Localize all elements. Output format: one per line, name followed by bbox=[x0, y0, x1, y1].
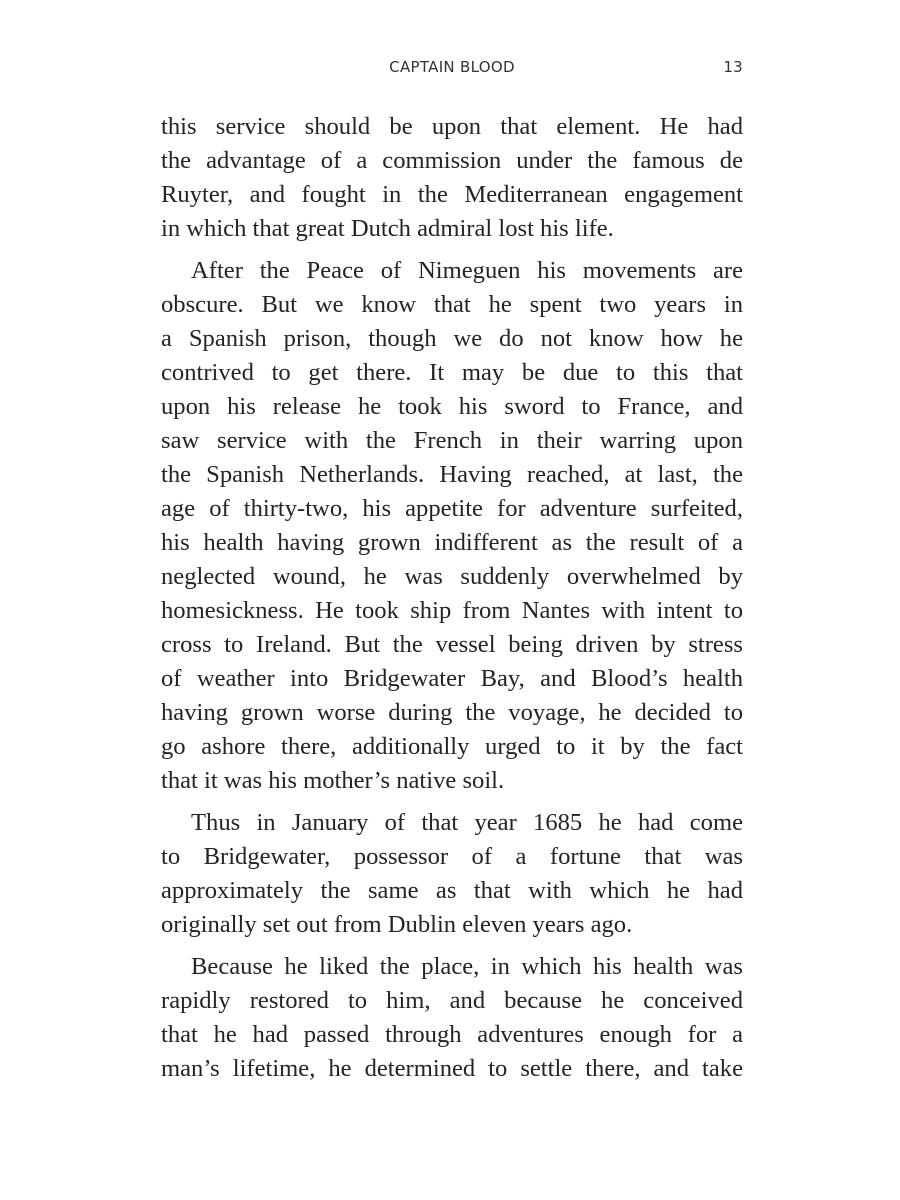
text-line: man’s lifetime, he determined to settle there, and take bbox=[161, 1055, 743, 1082]
text-line: contrived to get there. It may be due to this that bbox=[161, 359, 743, 386]
text-line: the Spanish Netherlands. Having reached, at last, the bbox=[161, 461, 743, 488]
text-line: saw service with the French in their warring upon bbox=[161, 427, 743, 454]
text-line: Thus in January of that year 1685 he had come bbox=[191, 809, 743, 836]
text-line: of weather into Bridgewater Bay, and Blood’s health bbox=[161, 665, 743, 692]
text-line: rapidly restored to him, and because he conceived bbox=[161, 987, 743, 1014]
text-line: to Bridgewater, possessor of a fortune that was bbox=[161, 843, 743, 870]
text-line: obscure. But we know that he spent two years in bbox=[161, 291, 743, 318]
text-line: the advantage of a commission under the famous de bbox=[161, 147, 743, 174]
paragraph bbox=[161, 806, 743, 942]
page-number: 13 bbox=[723, 58, 743, 76]
paragraph bbox=[161, 254, 743, 798]
paragraph bbox=[161, 110, 743, 246]
paragraph bbox=[161, 950, 743, 1086]
text-line: that he had passed through adventures enough for a bbox=[161, 1021, 743, 1048]
text-line: having grown worse during the voyage, he decided to bbox=[161, 699, 743, 726]
text-line: originally set out from Dublin eleven years ago. bbox=[161, 911, 633, 938]
text-line: cross to Ireland. But the vessel being driven by stress bbox=[161, 631, 743, 658]
text-line: homesickness. He took ship from Nantes with intent to bbox=[161, 597, 743, 624]
text-line: age of thirty-two, his appetite for adventure surfeited, bbox=[161, 495, 743, 522]
text-line: his health having grown indifferent as the result of a bbox=[161, 529, 743, 556]
body-text bbox=[161, 110, 743, 1094]
running-title: CAPTAIN BLOOD bbox=[389, 58, 515, 76]
text-line: upon his release he took his sword to France, and bbox=[161, 393, 743, 420]
text-line: that it was his mother’s native soil. bbox=[161, 767, 505, 794]
text-line: approximately the same as that with which he had bbox=[161, 877, 743, 904]
text-line: neglected wound, he was suddenly overwhelmed by bbox=[161, 563, 743, 590]
text-line: in which that great Dutch admiral lost his life. bbox=[161, 215, 614, 242]
text-line: go ashore there, additionally urged to it by the fact bbox=[161, 733, 743, 760]
text-line: a Spanish prison, though we do not know how he bbox=[161, 325, 743, 352]
text-line: Ruyter, and fought in the Mediterranean engagement bbox=[161, 181, 743, 208]
text-line: Because he liked the place, in which his health was bbox=[191, 953, 743, 980]
text-line: After the Peace of Nimeguen his movements are bbox=[191, 257, 743, 284]
text-line: this service should be upon that element. He had bbox=[161, 113, 743, 140]
running-header bbox=[161, 58, 743, 82]
